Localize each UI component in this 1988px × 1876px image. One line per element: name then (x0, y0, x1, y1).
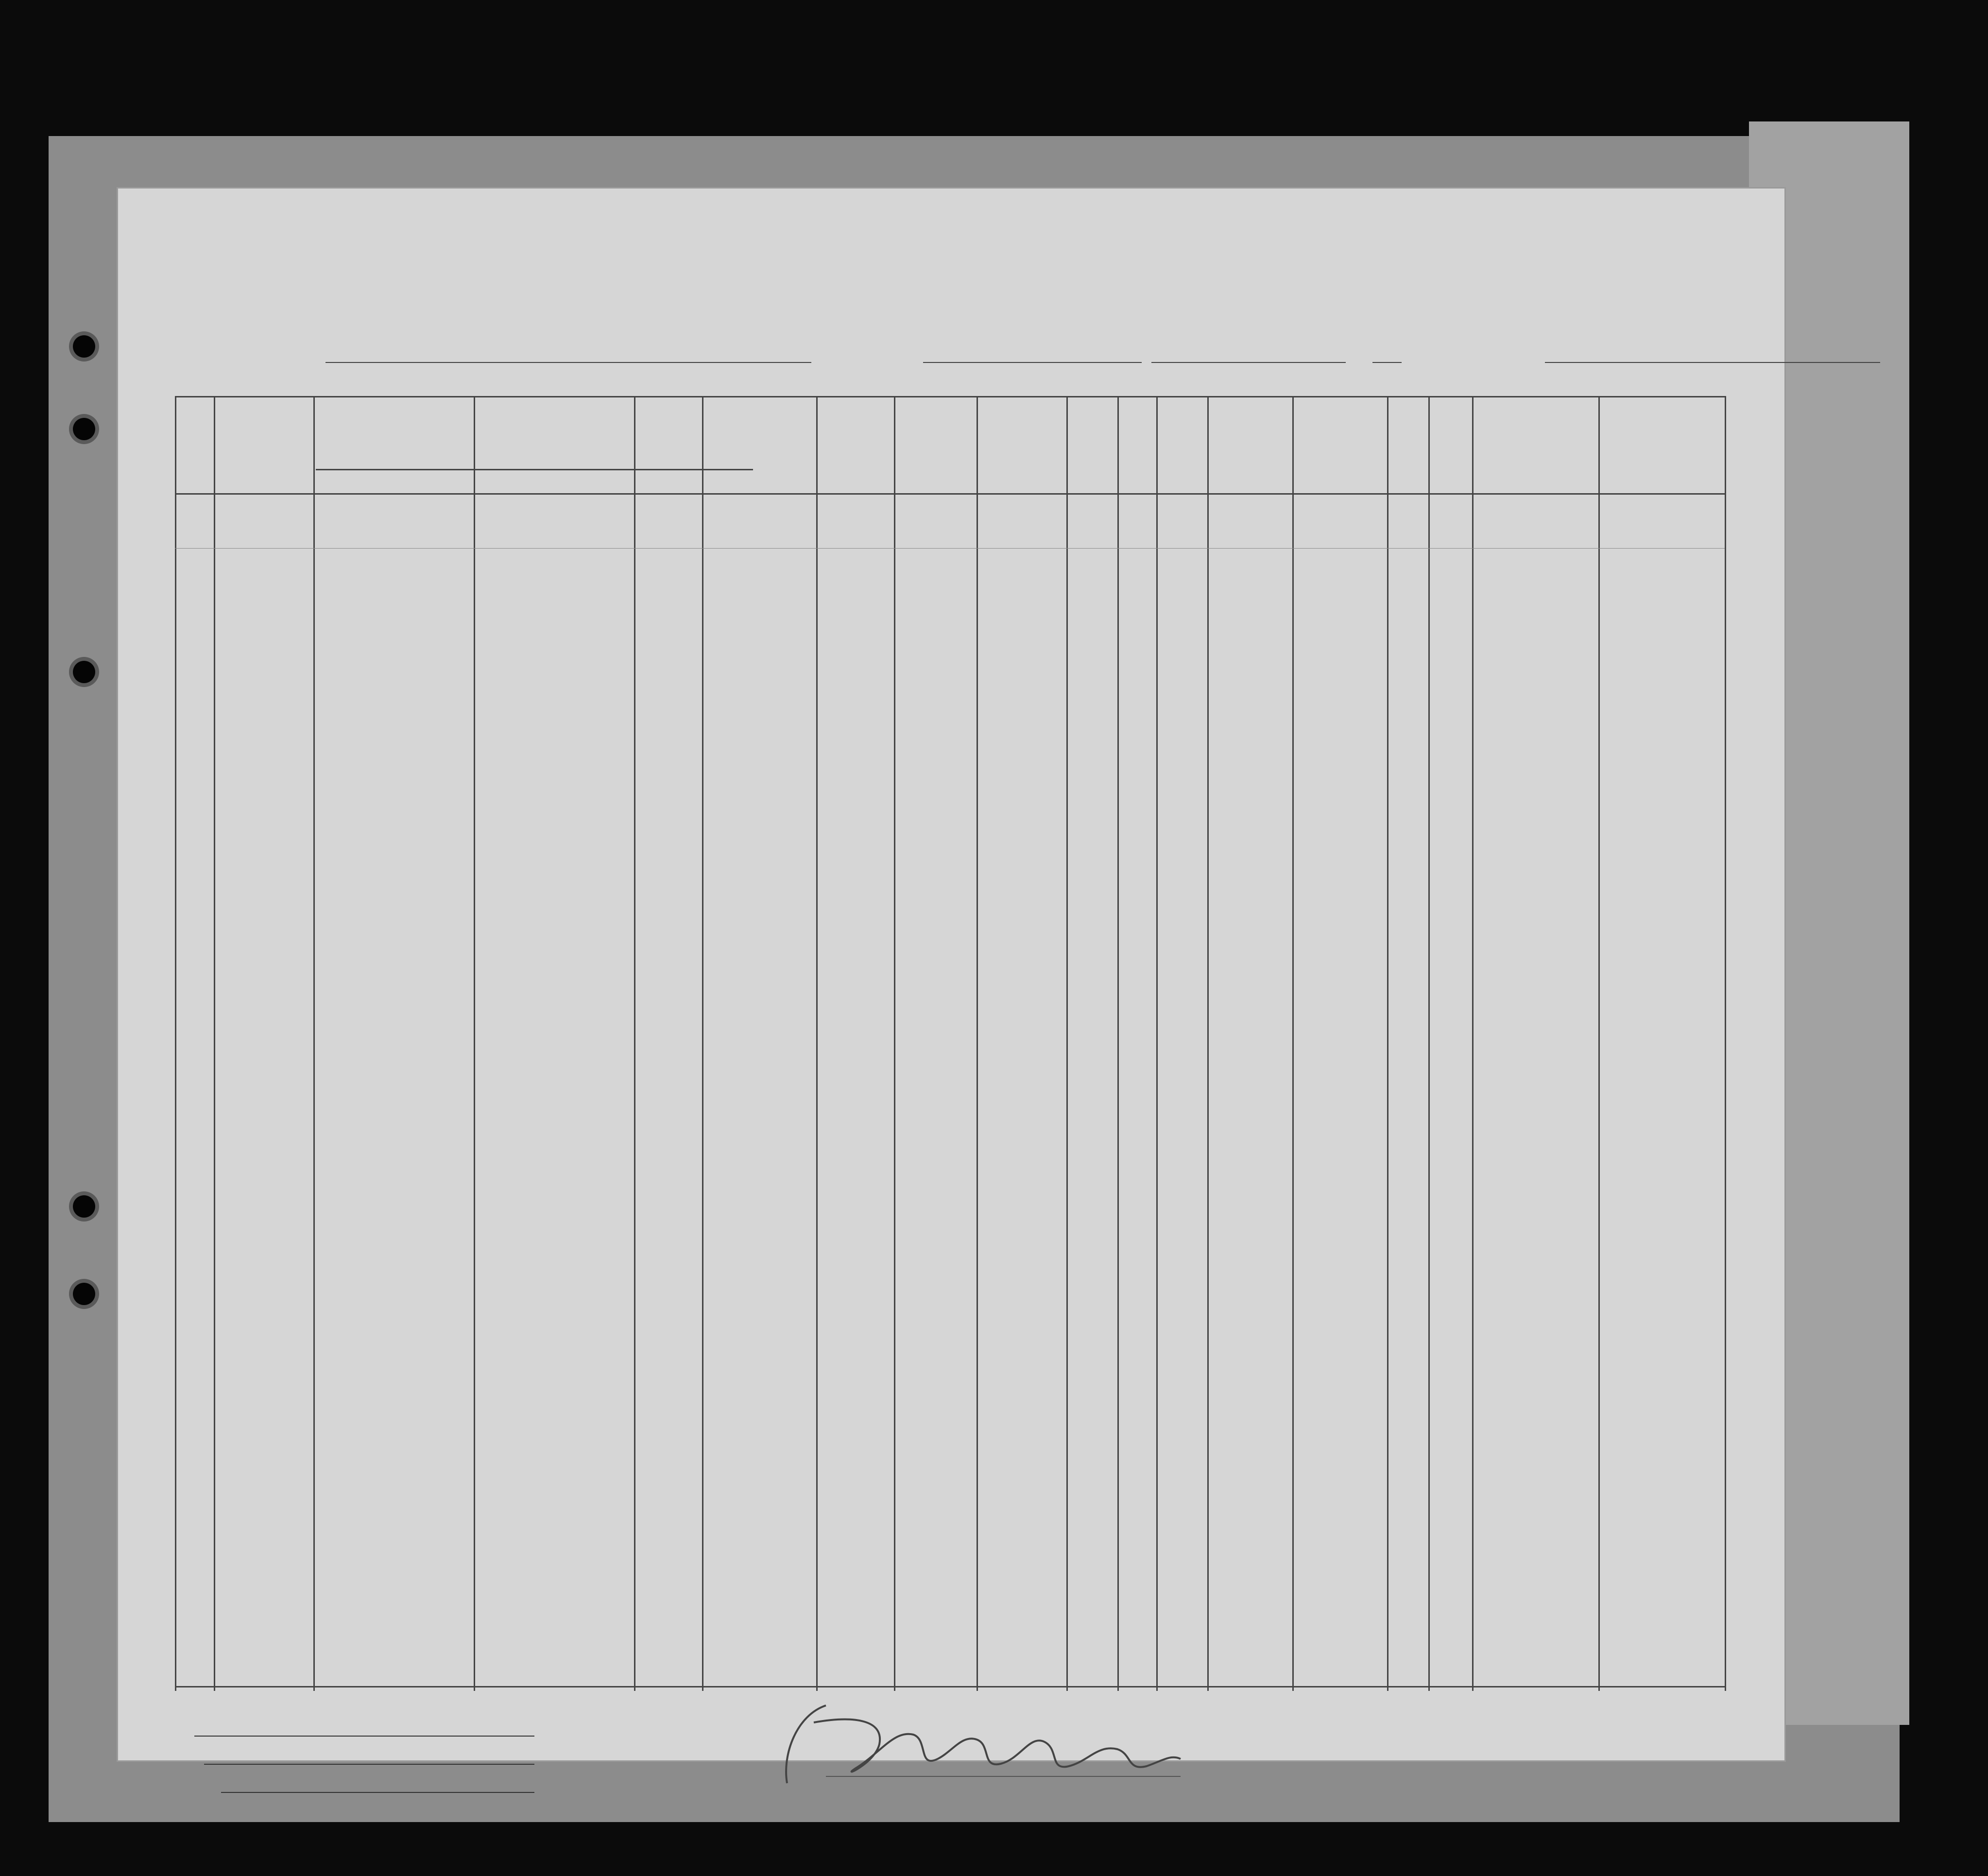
departure-port (1545, 361, 1880, 363)
column-divider (894, 396, 895, 1691)
column-divider (1472, 396, 1474, 1691)
column-divider (313, 396, 315, 1691)
inspector-signature (768, 1686, 1185, 1798)
voyage-line (267, 357, 1773, 386)
header-bottom-border (175, 493, 1725, 495)
punch-hole (73, 418, 95, 440)
column-divider (1598, 396, 1600, 1691)
line-field (194, 1736, 534, 1737)
arrival-date (1151, 361, 1346, 363)
column-divider (214, 396, 215, 1691)
column-divider (634, 396, 635, 1691)
column-divider (1387, 396, 1388, 1691)
column-divider (474, 396, 475, 1691)
inspector-line (826, 1776, 1181, 1777)
punch-hole (73, 335, 95, 358)
punch-hole (73, 661, 95, 683)
column-divider (1156, 396, 1158, 1691)
punch-hole (73, 1195, 95, 1218)
handwritten-tally (573, 1652, 632, 1691)
vessel-name (326, 361, 811, 363)
column-divider (977, 396, 978, 1691)
arrival-year (1372, 361, 1402, 363)
table-top-border (175, 396, 1725, 397)
column-divider (1066, 396, 1068, 1691)
column-divider (1117, 396, 1119, 1691)
subheader-divider (316, 469, 753, 470)
column-divider (1725, 396, 1726, 1691)
column-divider (702, 396, 703, 1691)
column-divider (175, 396, 176, 1691)
column-divider (816, 396, 818, 1691)
column-divider (1292, 396, 1294, 1691)
row-rule (175, 548, 1725, 549)
column-divider (1207, 396, 1209, 1691)
column-divider (1428, 396, 1430, 1691)
agents-field (221, 1792, 534, 1793)
punch-hole (73, 1283, 95, 1305)
owners-field (204, 1764, 534, 1765)
arrival-port (923, 361, 1142, 363)
manifest-table (117, 396, 1783, 1691)
